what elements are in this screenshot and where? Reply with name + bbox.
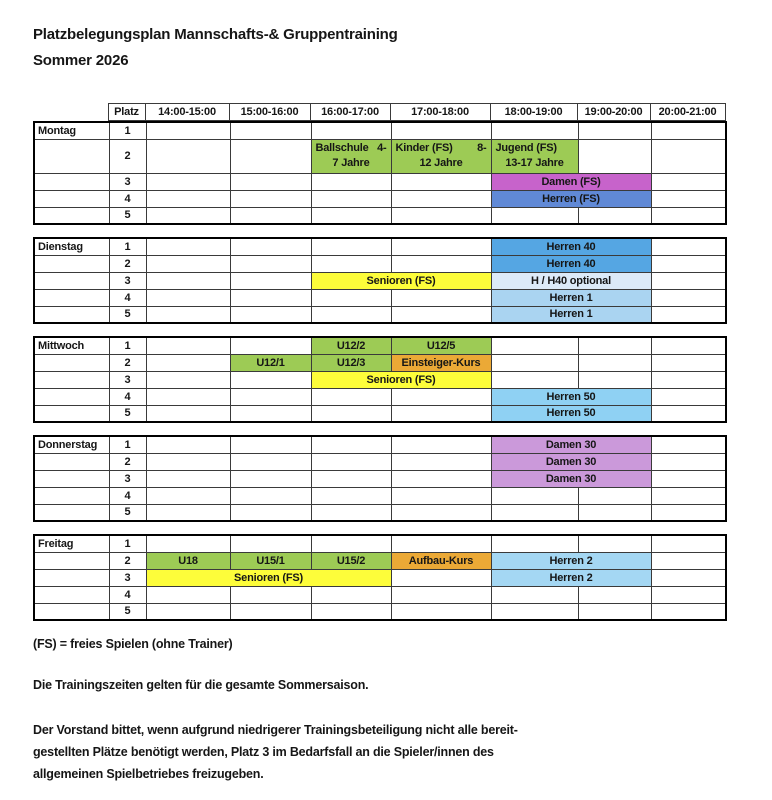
- day-block-montag: [33, 121, 727, 225]
- header-time-slot: 20:00-21:00: [650, 104, 725, 121]
- empty-slot: [230, 272, 311, 289]
- empty-slot: [391, 603, 491, 620]
- empty-slot: [311, 436, 391, 453]
- empty-slot: [311, 190, 391, 207]
- day-label: Freitag: [34, 535, 109, 552]
- empty-slot: [651, 272, 726, 289]
- empty-slot: [146, 238, 230, 255]
- booking-cell-line1-right: 8-: [477, 142, 487, 154]
- platz-number: 4: [109, 289, 146, 306]
- empty-slot: [311, 504, 391, 521]
- booking-cell: U15/2: [311, 552, 391, 569]
- day-label: [34, 470, 109, 487]
- empty-slot: [311, 487, 391, 504]
- empty-slot: [651, 190, 726, 207]
- empty-slot: [146, 371, 230, 388]
- empty-slot: [146, 255, 230, 272]
- platz-number: 3: [109, 569, 146, 586]
- page-title-line2: Sommer 2026: [33, 52, 129, 69]
- empty-slot: [651, 552, 726, 569]
- empty-slot: [146, 289, 230, 306]
- empty-slot: [311, 388, 391, 405]
- empty-slot: [391, 470, 491, 487]
- empty-slot: [146, 535, 230, 552]
- platz-number: 1: [109, 436, 146, 453]
- empty-slot: [651, 586, 726, 603]
- empty-slot: [230, 190, 311, 207]
- empty-slot: [230, 388, 311, 405]
- page-title: [33, 22, 745, 74]
- empty-slot: [491, 371, 578, 388]
- empty-slot: [491, 487, 578, 504]
- empty-slot: [146, 453, 230, 470]
- platz-number: 4: [109, 190, 146, 207]
- empty-slot: [391, 405, 491, 422]
- booking-cell-line2: 13-17 Jahre: [505, 157, 564, 169]
- empty-slot: [578, 535, 651, 552]
- empty-slot: [651, 371, 726, 388]
- empty-slot: [146, 354, 230, 371]
- booking-cell: Herren 50: [491, 388, 651, 405]
- booking-cell: U12/3: [311, 354, 391, 371]
- empty-slot: [578, 337, 651, 354]
- day-label: [34, 552, 109, 569]
- empty-slot: [651, 504, 726, 521]
- empty-slot: [391, 122, 491, 139]
- booking-cell: Herren 50: [491, 405, 651, 422]
- empty-slot: [391, 586, 491, 603]
- day-label: [34, 569, 109, 586]
- booking-cell-line1-left: Jugend (FS): [495, 142, 557, 154]
- empty-slot: [391, 388, 491, 405]
- empty-slot: [651, 436, 726, 453]
- header-time-slot: 18:00-19:00: [490, 104, 577, 121]
- booking-cell-line2: 7 Jahre: [332, 157, 370, 169]
- day-label: [34, 139, 109, 173]
- empty-slot: [578, 586, 651, 603]
- empty-slot: [391, 238, 491, 255]
- booking-cell: U12/5: [391, 337, 491, 354]
- empty-slot: [311, 603, 391, 620]
- empty-slot: [230, 535, 311, 552]
- empty-slot: [578, 354, 651, 371]
- empty-slot: [651, 207, 726, 224]
- booking-cell: Damen 30: [491, 436, 651, 453]
- empty-slot: [230, 306, 311, 323]
- booking-cell-line1-left: Ballschule: [315, 142, 369, 154]
- platz-number: 5: [109, 603, 146, 620]
- day-label: [34, 207, 109, 224]
- page-title-line1: Platzbelegungsplan Mannschafts-& Gruppentraining: [33, 26, 398, 43]
- empty-slot: [491, 535, 578, 552]
- empty-slot: [651, 388, 726, 405]
- empty-slot: [146, 388, 230, 405]
- platz-number: 3: [109, 272, 146, 289]
- day-label: Mittwoch: [34, 337, 109, 354]
- empty-slot: [230, 586, 311, 603]
- booking-cell: U18: [146, 552, 230, 569]
- booking-cell: Herren 40: [491, 238, 651, 255]
- platz-number: 1: [109, 122, 146, 139]
- platz-number: 1: [109, 337, 146, 354]
- empty-slot: [146, 436, 230, 453]
- empty-slot: [578, 487, 651, 504]
- empty-slot: [311, 289, 391, 306]
- empty-slot: [391, 453, 491, 470]
- empty-slot: [311, 535, 391, 552]
- booking-cell: Herren 1: [491, 289, 651, 306]
- header-day-spacer: [33, 104, 108, 121]
- empty-slot: [651, 337, 726, 354]
- empty-slot: [230, 173, 311, 190]
- empty-slot: [311, 238, 391, 255]
- empty-slot: [230, 289, 311, 306]
- empty-slot: [146, 190, 230, 207]
- empty-slot: [651, 470, 726, 487]
- schedule-header-row: [33, 103, 726, 121]
- booking-cell: [491, 139, 578, 173]
- empty-slot: [491, 504, 578, 521]
- booking-cell: U12/1: [230, 354, 311, 371]
- day-block-dienstag: [33, 237, 727, 324]
- empty-slot: [578, 207, 651, 224]
- board-note-line1: Der Vorstand bittet, wenn aufgrund niedrigerer Trainingsbeteiligung nicht alle bereit-: [33, 723, 518, 737]
- empty-slot: [230, 207, 311, 224]
- header-time-slot: 15:00-16:00: [229, 104, 310, 121]
- empty-slot: [230, 139, 311, 173]
- platz-number: 2: [109, 139, 146, 173]
- empty-slot: [311, 586, 391, 603]
- empty-slot: [578, 139, 651, 173]
- empty-slot: [578, 122, 651, 139]
- day-label: [34, 371, 109, 388]
- empty-slot: [578, 603, 651, 620]
- platz-number: 5: [109, 207, 146, 224]
- empty-slot: [391, 173, 491, 190]
- empty-slot: [230, 487, 311, 504]
- empty-slot: [146, 173, 230, 190]
- empty-slot: [491, 122, 578, 139]
- booking-cell-line1-left: Kinder (FS): [395, 142, 453, 154]
- platz-number: 4: [109, 487, 146, 504]
- booking-cell: Herren 2: [491, 569, 651, 586]
- booking-cell: Herren 2: [491, 552, 651, 569]
- empty-slot: [651, 569, 726, 586]
- day-label: [34, 255, 109, 272]
- header-time-slot: 19:00-20:00: [577, 104, 650, 121]
- empty-slot: [391, 504, 491, 521]
- platz-number: 1: [109, 238, 146, 255]
- empty-slot: [651, 289, 726, 306]
- empty-slot: [146, 337, 230, 354]
- empty-slot: [230, 337, 311, 354]
- board-note: [33, 719, 653, 785]
- empty-slot: [578, 371, 651, 388]
- empty-slot: [146, 272, 230, 289]
- empty-slot: [146, 306, 230, 323]
- empty-slot: [391, 207, 491, 224]
- day-label: [34, 504, 109, 521]
- empty-slot: [391, 569, 491, 586]
- empty-slot: [651, 535, 726, 552]
- empty-slot: [391, 306, 491, 323]
- empty-slot: [391, 436, 491, 453]
- day-label: [34, 453, 109, 470]
- booking-cell: Herren 1: [491, 306, 651, 323]
- booking-cell: Damen 30: [491, 453, 651, 470]
- empty-slot: [146, 207, 230, 224]
- header-platz: Platz: [108, 104, 145, 121]
- booking-cell: Aufbau-Kurs: [391, 552, 491, 569]
- schedule-table: [33, 103, 745, 621]
- header-time-slot: 17:00-18:00: [390, 104, 490, 121]
- empty-slot: [230, 436, 311, 453]
- day-label: Donnerstag: [34, 436, 109, 453]
- booking-cell: [391, 139, 491, 173]
- booking-cell: [311, 139, 391, 173]
- platz-number: 5: [109, 504, 146, 521]
- platz-number: 4: [109, 586, 146, 603]
- empty-slot: [230, 504, 311, 521]
- empty-slot: [651, 173, 726, 190]
- legend-note: (FS) = freies Spielen (ohne Trainer): [33, 637, 233, 651]
- platz-number: 2: [109, 354, 146, 371]
- day-label: Montag: [34, 122, 109, 139]
- empty-slot: [311, 453, 391, 470]
- empty-slot: [391, 487, 491, 504]
- empty-slot: [146, 487, 230, 504]
- booking-cell: Senioren (FS): [311, 371, 491, 388]
- booking-cell: Herren (FS): [491, 190, 651, 207]
- platz-number: 2: [109, 453, 146, 470]
- booking-cell: U15/1: [230, 552, 311, 569]
- booking-cell: Damen (FS): [491, 173, 651, 190]
- booking-cell: H / H40 optional: [491, 272, 651, 289]
- booking-cell: Damen 30: [491, 470, 651, 487]
- empty-slot: [491, 354, 578, 371]
- booking-cell-line1-right: 4-: [377, 142, 387, 154]
- platz-number: 2: [109, 255, 146, 272]
- empty-slot: [230, 453, 311, 470]
- day-label: [34, 306, 109, 323]
- header-time-slot: 14:00-15:00: [145, 104, 229, 121]
- day-label: [34, 405, 109, 422]
- day-block-mittwoch: [33, 336, 727, 423]
- empty-slot: [578, 504, 651, 521]
- empty-slot: [651, 487, 726, 504]
- empty-slot: [651, 139, 726, 173]
- empty-slot: [146, 139, 230, 173]
- booking-cell: U12/2: [311, 337, 391, 354]
- platz-number: 3: [109, 371, 146, 388]
- empty-slot: [146, 470, 230, 487]
- empty-slot: [230, 470, 311, 487]
- footer-notes: [33, 637, 745, 785]
- day-label: [34, 586, 109, 603]
- empty-slot: [230, 122, 311, 139]
- empty-slot: [311, 122, 391, 139]
- empty-slot: [651, 255, 726, 272]
- empty-slot: [311, 207, 391, 224]
- season-note: Die Trainingszeiten gelten für die gesamte Sommersaison.: [33, 678, 369, 692]
- day-label: [34, 388, 109, 405]
- empty-slot: [146, 586, 230, 603]
- day-block-freitag: [33, 534, 727, 621]
- platz-number: 5: [109, 306, 146, 323]
- empty-slot: [651, 603, 726, 620]
- empty-slot: [230, 603, 311, 620]
- empty-slot: [651, 354, 726, 371]
- empty-slot: [230, 255, 311, 272]
- board-note-line2: gestellten Plätze benötigt werden, Platz 3 im Bedarfsfall an die Spieler/innen des: [33, 745, 494, 759]
- empty-slot: [491, 207, 578, 224]
- empty-slot: [230, 371, 311, 388]
- day-label: [34, 603, 109, 620]
- day-label: Dienstag: [34, 238, 109, 255]
- platz-number: 4: [109, 388, 146, 405]
- empty-slot: [391, 535, 491, 552]
- empty-slot: [391, 190, 491, 207]
- booking-cell: Herren 40: [491, 255, 651, 272]
- empty-slot: [311, 470, 391, 487]
- board-note-line3: allgemeinen Spielbetriebes freizugeben.: [33, 767, 264, 781]
- empty-slot: [230, 405, 311, 422]
- booking-cell: Einsteiger-Kurs: [391, 354, 491, 371]
- day-label: [34, 354, 109, 371]
- empty-slot: [311, 306, 391, 323]
- empty-slot: [491, 337, 578, 354]
- empty-slot: [311, 255, 391, 272]
- empty-slot: [651, 306, 726, 323]
- empty-slot: [146, 122, 230, 139]
- day-label: [34, 190, 109, 207]
- day-label: [34, 487, 109, 504]
- empty-slot: [146, 405, 230, 422]
- day-block-donnerstag: [33, 435, 727, 522]
- platz-number: 2: [109, 552, 146, 569]
- booking-cell: Senioren (FS): [311, 272, 491, 289]
- empty-slot: [230, 238, 311, 255]
- empty-slot: [491, 586, 578, 603]
- booking-cell-line2: 12 Jahre: [419, 157, 463, 169]
- empty-slot: [311, 173, 391, 190]
- platz-number: 1: [109, 535, 146, 552]
- header-time-slot: 16:00-17:00: [310, 104, 390, 121]
- day-label: [34, 272, 109, 289]
- empty-slot: [491, 603, 578, 620]
- empty-slot: [146, 504, 230, 521]
- empty-slot: [146, 603, 230, 620]
- empty-slot: [391, 255, 491, 272]
- empty-slot: [651, 122, 726, 139]
- booking-cell: Senioren (FS): [146, 569, 391, 586]
- platz-number: 3: [109, 470, 146, 487]
- empty-slot: [651, 453, 726, 470]
- empty-slot: [311, 405, 391, 422]
- platz-number: 3: [109, 173, 146, 190]
- document-page: [33, 22, 745, 785]
- empty-slot: [391, 289, 491, 306]
- platz-number: 5: [109, 405, 146, 422]
- day-label: [34, 289, 109, 306]
- empty-slot: [651, 405, 726, 422]
- empty-slot: [651, 238, 726, 255]
- day-label: [34, 173, 109, 190]
